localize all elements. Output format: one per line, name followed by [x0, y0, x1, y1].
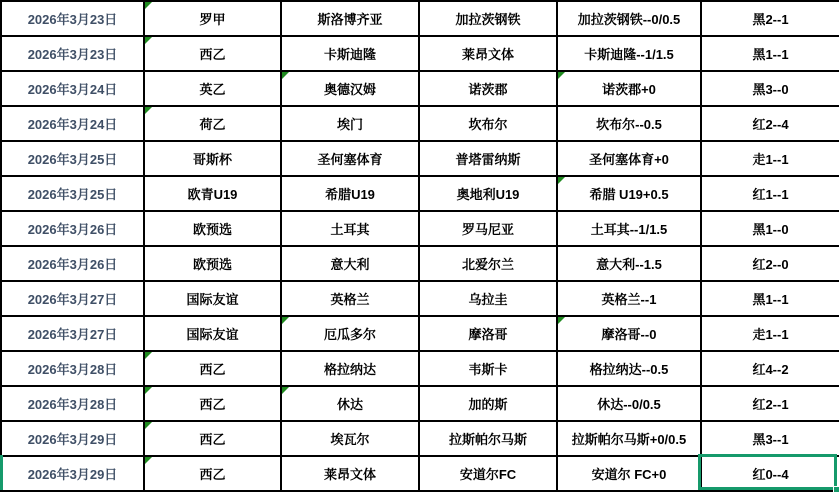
cell-result[interactable]: 黑3--1 — [701, 421, 839, 456]
cell-handicap-line[interactable]: 英格兰--1 — [557, 281, 701, 316]
cell-home-team[interactable]: 埃门 — [281, 106, 419, 141]
cell-result[interactable]: 红1--1 — [701, 176, 839, 211]
cell-home-team[interactable]: 英格兰 — [281, 281, 419, 316]
cell-league[interactable]: 国际友谊 — [144, 281, 281, 316]
cell-match-date[interactable]: 2026年3月23日 — [1, 1, 144, 36]
cell-flag-triangle-icon — [145, 457, 152, 464]
cell-flag-triangle-icon — [282, 317, 289, 324]
cell-away-team[interactable]: 韦斯卡 — [419, 351, 557, 386]
table-row — [1, 421, 839, 456]
cell-home-team[interactable]: 斯洛博齐亚 — [281, 1, 419, 36]
cell-home-team[interactable]: 卡斯迪隆 — [281, 36, 419, 71]
table-row — [1, 211, 839, 246]
cell-handicap-line[interactable]: 安道尔 FC+0 — [557, 456, 701, 491]
cell-away-team[interactable]: 奥地利U19 — [419, 176, 557, 211]
cell-result[interactable]: 走1--1 — [701, 316, 839, 351]
cell-home-team[interactable]: 意大利 — [281, 246, 419, 281]
cell-away-team[interactable]: 罗马尼亚 — [419, 211, 557, 246]
cell-home-team[interactable]: 埃瓦尔 — [281, 421, 419, 456]
cell-flag-triangle-icon — [558, 317, 565, 324]
cell-away-team[interactable]: 加拉茨钢铁 — [419, 1, 557, 36]
cell-result[interactable]: 红2--4 — [701, 106, 839, 141]
table-row — [1, 386, 839, 421]
cell-match-date[interactable]: 2026年3月25日 — [1, 176, 144, 211]
cell-result[interactable]: 红2--0 — [701, 246, 839, 281]
match-table-body — [1, 1, 839, 491]
cell-match-date[interactable]: 2026年3月24日 — [1, 71, 144, 106]
cell-home-team[interactable]: 格拉纳达 — [281, 351, 419, 386]
cell-result[interactable]: 走1--1 — [701, 141, 839, 176]
cell-result[interactable]: 黑1--0 — [701, 211, 839, 246]
cell-away-team[interactable]: 加的斯 — [419, 386, 557, 421]
table-row — [1, 176, 839, 211]
selected-row-left-marker — [0, 455, 3, 490]
cell-league[interactable]: 西乙 — [144, 36, 281, 71]
table-row — [1, 456, 839, 491]
cell-handicap-line[interactable]: 拉斯帕尔马斯+0/0.5 — [557, 421, 701, 456]
cell-away-team[interactable]: 摩洛哥 — [419, 316, 557, 351]
cell-away-team[interactable]: 安道尔FC — [419, 456, 557, 491]
cell-match-date[interactable]: 2026年3月27日 — [1, 281, 144, 316]
cell-home-team[interactable]: 休达 — [281, 386, 419, 421]
cell-match-date[interactable]: 2026年3月29日 — [1, 456, 144, 491]
cell-flag-triangle-icon — [145, 352, 152, 359]
cell-flag-triangle-icon — [145, 2, 152, 9]
cell-league[interactable]: 欧青U19 — [144, 176, 281, 211]
cell-home-team[interactable]: 厄瓜多尔 — [281, 316, 419, 351]
cell-league[interactable]: 国际友谊 — [144, 316, 281, 351]
cell-away-team[interactable]: 普塔雷纳斯 — [419, 141, 557, 176]
cell-flag-triangle-icon — [145, 387, 152, 394]
cell-match-date[interactable]: 2026年3月28日 — [1, 386, 144, 421]
cell-match-date[interactable]: 2026年3月26日 — [1, 246, 144, 281]
cell-handicap-line[interactable]: 坎布尔--0.5 — [557, 106, 701, 141]
cell-flag-triangle-icon — [145, 37, 152, 44]
cell-result[interactable]: 黑1--1 — [701, 281, 839, 316]
table-row — [1, 36, 839, 71]
cell-flag-triangle-icon — [145, 107, 152, 114]
table-row — [1, 281, 839, 316]
cell-match-date[interactable]: 2026年3月25日 — [1, 141, 144, 176]
cell-home-team[interactable]: 圣何塞体育 — [281, 141, 419, 176]
cell-flag-triangle-icon — [282, 72, 289, 79]
cell-handicap-line[interactable]: 意大利--1.5 — [557, 246, 701, 281]
cell-handicap-line[interactable]: 诺茨郡+0 — [557, 71, 701, 106]
cell-result[interactable]: 红0--4 — [701, 456, 839, 491]
cell-away-team[interactable]: 拉斯帕尔马斯 — [419, 421, 557, 456]
cell-handicap-line[interactable]: 希腊 U19+0.5 — [557, 176, 701, 211]
cell-league[interactable]: 荷乙 — [144, 106, 281, 141]
cell-league[interactable]: 西乙 — [144, 351, 281, 386]
cell-result[interactable]: 黑2--1 — [701, 1, 839, 36]
cell-league[interactable]: 欧预选 — [144, 246, 281, 281]
cell-match-date[interactable]: 2026年3月28日 — [1, 351, 144, 386]
table-row — [1, 71, 839, 106]
cell-result[interactable]: 黑1--1 — [701, 36, 839, 71]
cell-away-team[interactable]: 莱昂文体 — [419, 36, 557, 71]
cell-league[interactable]: 英乙 — [144, 71, 281, 106]
cell-result[interactable]: 红2--1 — [701, 386, 839, 421]
table-row — [1, 106, 839, 141]
cell-result[interactable]: 红4--2 — [701, 351, 839, 386]
cell-league[interactable]: 西乙 — [144, 421, 281, 456]
cell-handicap-line[interactable]: 休达--0/0.5 — [557, 386, 701, 421]
cell-handicap-line[interactable]: 卡斯迪隆--1/1.5 — [557, 36, 701, 71]
table-row — [1, 316, 839, 351]
cell-handicap-line[interactable]: 格拉纳达--0.5 — [557, 351, 701, 386]
cell-league[interactable]: 西乙 — [144, 456, 281, 491]
cell-league[interactable]: 罗甲 — [144, 1, 281, 36]
table-row — [1, 246, 839, 281]
cell-home-team[interactable]: 莱昂文体 — [281, 456, 419, 491]
cell-away-team[interactable]: 北爱尔兰 — [419, 246, 557, 281]
cell-match-date[interactable]: 2026年3月27日 — [1, 316, 144, 351]
cell-handicap-line[interactable]: 土耳其--1/1.5 — [557, 211, 701, 246]
cell-home-team[interactable]: 希腊U19 — [281, 176, 419, 211]
cell-away-team[interactable]: 乌拉圭 — [419, 281, 557, 316]
cell-result[interactable]: 黑3--0 — [701, 71, 839, 106]
cell-handicap-line[interactable]: 加拉茨钢铁--0/0.5 — [557, 1, 701, 36]
cell-home-team[interactable]: 土耳其 — [281, 211, 419, 246]
cell-handicap-line[interactable]: 圣何塞体育+0 — [557, 141, 701, 176]
cell-league[interactable]: 西乙 — [144, 386, 281, 421]
cell-match-date[interactable]: 2026年3月24日 — [1, 106, 144, 141]
table-row — [1, 351, 839, 386]
cell-handicap-line[interactable]: 摩洛哥--0 — [557, 316, 701, 351]
cell-match-date[interactable]: 2026年3月23日 — [1, 36, 144, 71]
table-row — [1, 1, 839, 36]
cell-away-team[interactable]: 坎布尔 — [419, 106, 557, 141]
fill-handle[interactable] — [833, 486, 839, 492]
cell-league[interactable]: 哥斯杯 — [144, 141, 281, 176]
cell-flag-triangle-icon — [145, 422, 152, 429]
cell-league[interactable]: 欧预选 — [144, 211, 281, 246]
cell-away-team[interactable]: 诺茨郡 — [419, 71, 557, 106]
cell-home-team[interactable]: 奥德汉姆 — [281, 71, 419, 106]
cell-match-date[interactable]: 2026年3月29日 — [1, 421, 144, 456]
cell-flag-triangle-icon — [558, 177, 565, 184]
table-row — [1, 141, 839, 176]
cell-flag-triangle-icon — [558, 72, 565, 79]
cell-flag-triangle-icon — [282, 387, 289, 394]
cell-match-date[interactable]: 2026年3月26日 — [1, 211, 144, 246]
